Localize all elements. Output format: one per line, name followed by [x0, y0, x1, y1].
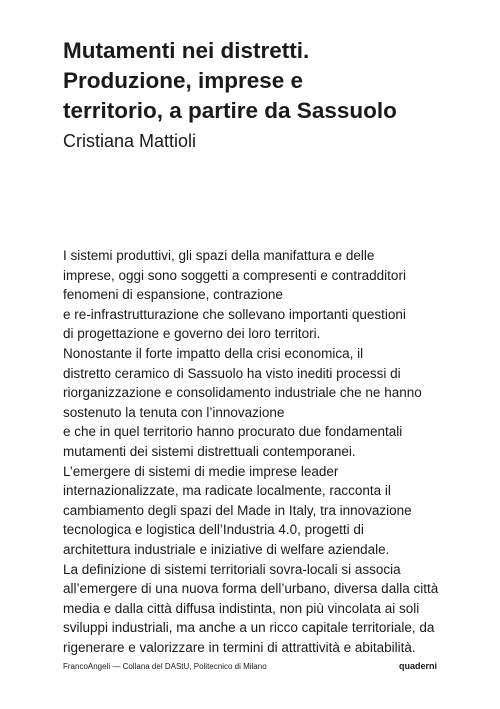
description-line: rigenerare e valorizzare in termini di attrattività e abitabilità.	[63, 639, 416, 655]
description-line: L’emergere di sistemi di medie imprese leader	[63, 463, 339, 479]
description-line: tecnologica e logistica dell’Industria 4.0, progetti di	[63, 522, 364, 538]
description-line: La definizione di sistemi territoriali sovra-locali si associa	[63, 561, 401, 577]
description-line: mutamenti dei sistemi distrettuali contemporanei.	[63, 443, 356, 459]
description-line: I sistemi produttivi, gli spazi della manifattura e delle	[63, 248, 375, 263]
book-title-line: Mutamenti nei distretti.	[63, 38, 310, 63]
description-line: e che in quel territorio hanno procurato due fondamentali	[63, 424, 403, 440]
description-line: fenomeni di espansione, contrazione	[63, 287, 283, 303]
publisher-credit: FrancoAngeli — Collana del DAStU, Politecnico di Milano	[63, 662, 267, 671]
description-line: architettura industriale e iniziative di welfare aziendale.	[63, 541, 390, 557]
series-name: quaderni	[398, 661, 437, 671]
description-line: all’emergere di una nuova forma dell’urbano, diversa dalla città	[63, 581, 439, 597]
description-line: imprese, oggi sono soggetti a compresenti e contradditori	[63, 267, 406, 283]
description-line: internazionalizzate, ma radicate localmente, racconta il	[63, 483, 391, 499]
author-name: Cristiana Mattioli	[63, 131, 197, 151]
description-line: sviluppi industriali, ma anche a un ricco capitale territoriale, da	[63, 620, 435, 636]
book-title	[63, 36, 483, 126]
description-line: riorganizzazione e consolidamento industriale che ne hanno	[63, 385, 422, 401]
description-line: e re-infrastrutturazione che sollevano importanti questioni	[63, 306, 406, 322]
description-line: di progettazione e governo dei loro territori.	[63, 326, 321, 342]
book-title-line: territorio, a partire da Sassuolo	[63, 98, 397, 123]
cover-description	[63, 246, 483, 657]
description-line: cambiamento degli spazi del Made in Italy, tra innovazione	[63, 502, 412, 518]
description-line: Nonostante il forte impatto della crisi economica, il	[63, 345, 364, 361]
book-title-line: Produzione, imprese e	[63, 68, 304, 93]
description-line: sostenuto la tenuta con l’innovazione	[63, 404, 285, 420]
description-line: distretto ceramico di Sassuolo ha visto inediti processi di	[63, 365, 401, 381]
description-line: media e dalla città diffusa indistinta, non più vincolata ai soli	[63, 600, 420, 616]
